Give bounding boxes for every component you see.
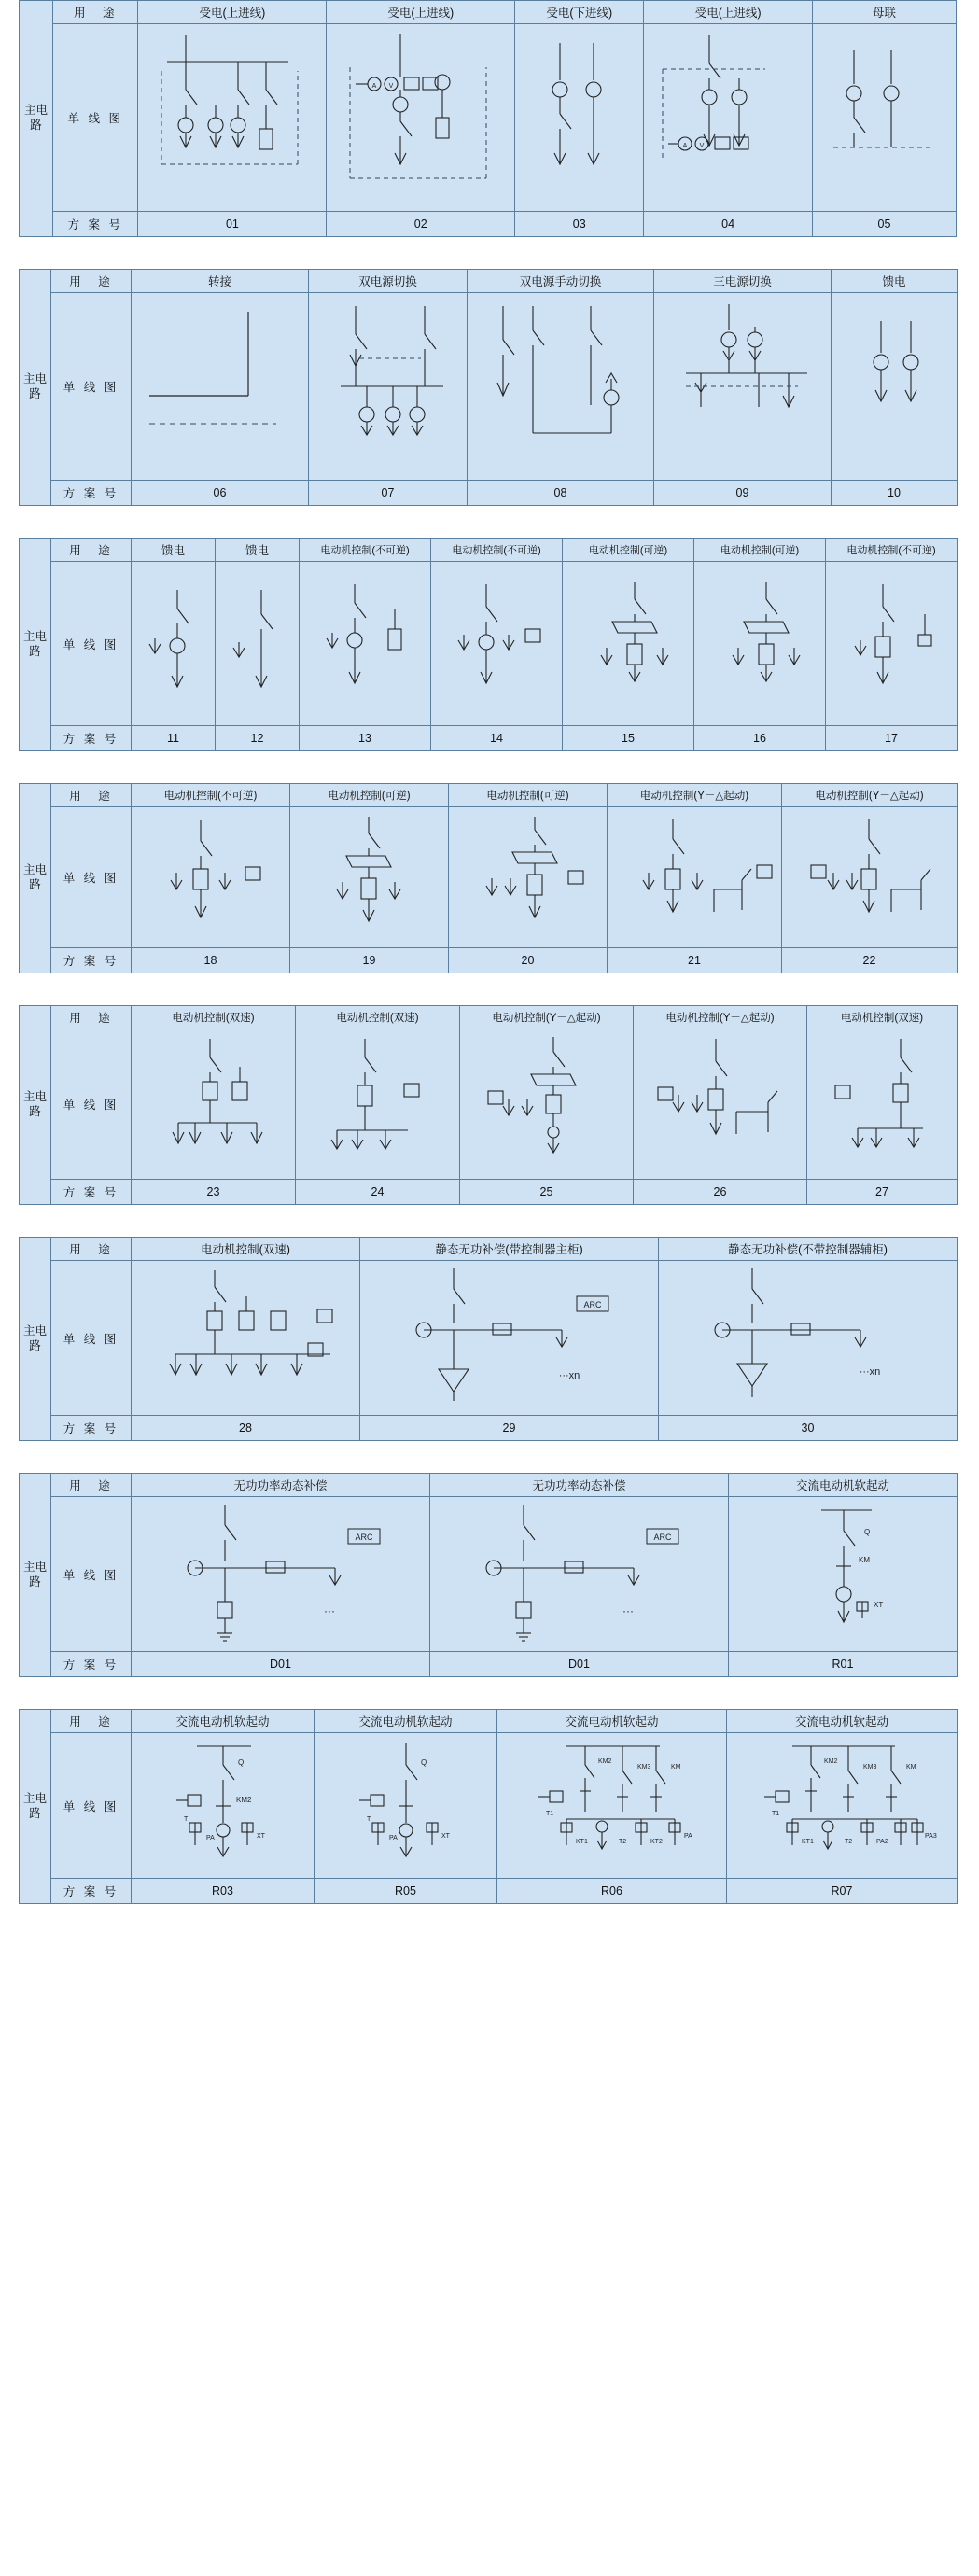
km2-label: KM2 — [597, 1758, 611, 1765]
q-label: Q — [237, 1758, 244, 1767]
diagram-cell-24 — [296, 1029, 460, 1180]
use-cell: 受电(上进线) — [327, 1, 515, 24]
xn-label: ···xn — [558, 1370, 580, 1381]
scheme-number: R07 — [727, 1879, 958, 1904]
kt2-label: KT2 — [650, 1839, 663, 1845]
diagram-cell-12 — [216, 562, 300, 726]
scheme-number: D01 — [430, 1652, 729, 1677]
km2-label: KM2 — [235, 1796, 251, 1804]
use-cell: 交流电动机软起动 — [497, 1710, 727, 1733]
scheme-number: 21 — [608, 948, 782, 973]
header-single-line: 单 线 图 — [51, 807, 132, 948]
diagram-cell-27 — [807, 1029, 958, 1180]
diagram-cell-06 — [132, 293, 309, 481]
row-label-main-circuit: 主电路 — [20, 1474, 51, 1677]
use-cell: 电动机控制(可逆) — [290, 784, 449, 807]
use-cell: 静态无功补偿(不带控制器辅柜) — [659, 1238, 958, 1261]
table-row — [20, 1238, 958, 1261]
diagram-cell-07 — [309, 293, 468, 481]
use-cell: 馈电 — [132, 539, 216, 562]
use-cell: 交流电动机软起动 — [132, 1710, 315, 1733]
header-scheme-no: 方 案 号 — [51, 948, 132, 973]
diagram-cell-10 — [832, 293, 958, 481]
header-use: 用 途 — [51, 784, 132, 807]
diagram-cell-d01-b — [430, 1497, 729, 1652]
scheme-number: 14 — [431, 726, 563, 751]
scheme-table-2 — [19, 269, 958, 506]
header-use: 用 途 — [51, 1710, 132, 1733]
scheme-number: 25 — [460, 1180, 634, 1205]
scheme-number: 05 — [812, 212, 956, 237]
scheme-number: R03 — [132, 1879, 315, 1904]
diagram-cell-25 — [460, 1029, 634, 1180]
scheme-number: 27 — [807, 1180, 958, 1205]
diagram-cell-r05 — [315, 1733, 497, 1879]
use-cell: 电动机控制(可逆) — [694, 539, 826, 562]
use-cell: 电动机控制(双速) — [132, 1238, 360, 1261]
diagram-cell-02 — [327, 24, 515, 212]
scheme-table-8 — [19, 1709, 958, 1904]
diagram-cell-01 — [138, 24, 327, 212]
diagram-cell-08 — [468, 293, 654, 481]
use-cell: 交流电动机软起动 — [729, 1474, 958, 1497]
row-label-main-circuit: 主电路 — [20, 1, 53, 237]
scheme-table-block-3 — [0, 538, 979, 751]
table-row — [20, 1652, 958, 1677]
header-single-line: 单 线 图 — [51, 562, 132, 726]
use-cell: 母联 — [812, 1, 956, 24]
table-row — [20, 1879, 958, 1904]
table-row — [20, 1006, 958, 1029]
use-cell: 电动机控制(双速) — [807, 1006, 958, 1029]
header-single-line: 单 线 图 — [51, 1261, 132, 1416]
scheme-number: 19 — [290, 948, 449, 973]
scheme-table-block-2 — [0, 269, 979, 506]
scheme-number: 11 — [132, 726, 216, 751]
scheme-table-block-1 — [0, 0, 979, 237]
diagram-cell-03 — [515, 24, 644, 212]
use-cell: 受电(上进线) — [644, 1, 813, 24]
q-label: Q — [864, 1528, 871, 1536]
diagram-cell-14 — [431, 562, 563, 726]
scheme-number: 24 — [296, 1180, 460, 1205]
scheme-table-7 — [19, 1473, 958, 1677]
header-scheme-no: 方 案 号 — [53, 212, 138, 237]
scheme-number: 09 — [654, 481, 832, 506]
header-use: 用 途 — [51, 1238, 132, 1261]
scheme-number: 06 — [132, 481, 309, 506]
xt-label: XT — [256, 1833, 265, 1840]
dots-label: ··· — [323, 1604, 335, 1617]
table-row — [20, 1180, 958, 1205]
t-label: T — [183, 1816, 188, 1823]
header-single-line: 单 线 图 — [53, 24, 138, 212]
scheme-table-block-4 — [0, 783, 979, 973]
use-cell: 电动机控制(Y－△起动) — [634, 1006, 807, 1029]
svg-text:V: V — [388, 83, 394, 90]
svg-text:V: V — [699, 143, 705, 149]
diagram-cell-r03 — [132, 1733, 315, 1879]
use-cell: 双电源手动切换 — [468, 270, 654, 293]
use-cell: 电动机控制(Y－△起动) — [782, 784, 958, 807]
use-cell: 无功功率动态补偿 — [132, 1474, 430, 1497]
scheme-number: R01 — [729, 1652, 958, 1677]
t1-label: T1 — [545, 1811, 553, 1817]
diagram-cell-28 — [132, 1261, 360, 1416]
diagram-cell-26 — [634, 1029, 807, 1180]
diagram-cell-09 — [654, 293, 832, 481]
table-row — [20, 1497, 958, 1652]
use-cell: 交流电动机软起动 — [315, 1710, 497, 1733]
xt-label: XT — [874, 1601, 884, 1609]
table-row — [20, 1474, 958, 1497]
t-label: T — [366, 1816, 371, 1823]
use-cell: 静态无功补偿(带控制器主柜) — [360, 1238, 659, 1261]
header-use: 用 途 — [53, 1, 138, 24]
scheme-table-block-6 — [0, 1237, 979, 1441]
table-row — [20, 726, 958, 751]
scheme-table-6 — [19, 1237, 958, 1441]
table-row — [20, 948, 958, 973]
use-cell: 电动机控制(双速) — [296, 1006, 460, 1029]
use-cell: 无功功率动态补偿 — [430, 1474, 729, 1497]
scheme-number: 16 — [694, 726, 826, 751]
header-scheme-no: 方 案 号 — [51, 1652, 132, 1677]
use-cell: 电动机控制(Y－△起动) — [608, 784, 782, 807]
diagram-cell-r06 — [497, 1733, 727, 1879]
arc-label: ARC — [652, 1533, 672, 1542]
use-cell: 电动机控制(不可逆) — [300, 539, 431, 562]
use-cell: 交流电动机软起动 — [727, 1710, 958, 1733]
pa-label: PA — [388, 1835, 398, 1841]
km-label: KM — [670, 1764, 680, 1771]
scheme-number: R06 — [497, 1879, 727, 1904]
use-cell: 电动机控制(可逆) — [449, 784, 608, 807]
diagram-cell-29 — [360, 1261, 659, 1416]
scheme-number: 22 — [782, 948, 958, 973]
use-cell: 电动机控制(不可逆) — [431, 539, 563, 562]
pa3-label: PA3 — [925, 1833, 937, 1840]
diagram-cell-18 — [132, 807, 290, 948]
row-label-main-circuit: 主电路 — [20, 1710, 51, 1904]
diagram-cell-17 — [826, 562, 958, 726]
table-row — [20, 1710, 958, 1733]
use-cell: 电动机控制(不可逆) — [132, 784, 290, 807]
scheme-number: 28 — [132, 1416, 360, 1441]
use-cell: 转接 — [132, 270, 309, 293]
diagram-cell-21 — [608, 807, 782, 948]
svg-text:A: A — [682, 143, 688, 149]
use-cell: 馈电 — [832, 270, 958, 293]
arc-label: ARC — [582, 1300, 602, 1309]
scheme-number: 10 — [832, 481, 958, 506]
scheme-number: 04 — [644, 212, 813, 237]
diagram-cell-16 — [694, 562, 826, 726]
use-cell: 三电源切换 — [654, 270, 832, 293]
use-cell: 馈电 — [216, 539, 300, 562]
table-row — [20, 481, 958, 506]
scheme-number: 30 — [659, 1416, 958, 1441]
use-cell: 电动机控制(可逆) — [563, 539, 694, 562]
scheme-number: 02 — [327, 212, 515, 237]
km-label: KM — [859, 1556, 870, 1564]
diagram-cell-19 — [290, 807, 449, 948]
kt1-label: KT1 — [802, 1839, 814, 1845]
table-row — [20, 293, 958, 481]
header-use: 用 途 — [51, 539, 132, 562]
table-row — [20, 270, 958, 293]
table-row — [20, 1733, 958, 1879]
pa-label: PA — [683, 1833, 692, 1840]
q-label: Q — [420, 1758, 427, 1767]
scheme-number: 26 — [634, 1180, 807, 1205]
diagram-cell-r01 — [729, 1497, 958, 1652]
row-label-main-circuit: 主电路 — [20, 1238, 51, 1441]
header-scheme-no: 方 案 号 — [51, 481, 132, 506]
row-label-main-circuit: 主电路 — [20, 784, 51, 973]
diagram-cell-30 — [659, 1261, 958, 1416]
t1-label: T1 — [772, 1811, 780, 1817]
scheme-number: D01 — [132, 1652, 430, 1677]
table-row — [20, 1416, 958, 1441]
header-scheme-no: 方 案 号 — [51, 1180, 132, 1205]
scheme-table-1 — [19, 0, 957, 237]
scheme-table-block-7 — [0, 1473, 979, 1677]
scheme-table-3 — [19, 538, 958, 751]
table-row — [20, 539, 958, 562]
use-cell: 受电(下进线) — [515, 1, 644, 24]
table-row — [20, 562, 958, 726]
row-label-main-circuit: 主电路 — [20, 270, 51, 506]
xt-label: XT — [441, 1833, 450, 1840]
scheme-number: 07 — [309, 481, 468, 506]
diagram-cell-13 — [300, 562, 431, 726]
kt1-label: KT1 — [575, 1839, 588, 1845]
scheme-number: 01 — [138, 212, 327, 237]
pa-label: PA — [205, 1835, 215, 1841]
scheme-number: 18 — [132, 948, 290, 973]
table-row — [20, 212, 957, 237]
scheme-number: 23 — [132, 1180, 296, 1205]
use-cell: 受电(上进线) — [138, 1, 327, 24]
scheme-number: 29 — [360, 1416, 659, 1441]
use-cell: 双电源切换 — [309, 270, 468, 293]
scheme-number: 20 — [449, 948, 608, 973]
scheme-table-4 — [19, 783, 958, 973]
diagram-cell-05 — [812, 24, 956, 212]
km3-label: KM3 — [863, 1764, 877, 1771]
header-scheme-no: 方 案 号 — [51, 726, 132, 751]
header-scheme-no: 方 案 号 — [51, 1879, 132, 1904]
diagram-cell-d01-a — [132, 1497, 430, 1652]
header-use: 用 途 — [51, 270, 132, 293]
pa2-label: PA2 — [876, 1839, 888, 1845]
table-row — [20, 807, 958, 948]
km-label: KM — [906, 1764, 916, 1771]
t2-label: T2 — [845, 1839, 853, 1845]
diagram-cell-23 — [132, 1029, 296, 1180]
use-cell: 电动机控制(不可逆) — [826, 539, 958, 562]
table-row — [20, 1, 957, 24]
header-single-line: 单 线 图 — [51, 1497, 132, 1652]
arc-label: ARC — [354, 1533, 373, 1542]
diagram-cell-11 — [132, 562, 216, 726]
t2-label: T2 — [618, 1839, 626, 1845]
diagram-cell-15 — [563, 562, 694, 726]
table-row — [20, 1029, 958, 1180]
scheme-number: 17 — [826, 726, 958, 751]
header-use: 用 途 — [51, 1006, 132, 1029]
scheme-number: 12 — [216, 726, 300, 751]
table-row — [20, 784, 958, 807]
km2-label: KM2 — [824, 1758, 838, 1765]
xn-label: ···xn — [859, 1366, 880, 1378]
header-single-line: 单 线 图 — [51, 1029, 132, 1180]
header-scheme-no: 方 案 号 — [51, 1416, 132, 1441]
scheme-number: 08 — [468, 481, 654, 506]
table-row — [20, 1261, 958, 1416]
row-label-main-circuit: 主电路 — [20, 1006, 51, 1205]
dots-label: ··· — [622, 1604, 634, 1617]
diagram-cell-22 — [782, 807, 958, 948]
scheme-number: 13 — [300, 726, 431, 751]
scheme-number: 03 — [515, 212, 644, 237]
use-cell: 电动机控制(双速) — [132, 1006, 296, 1029]
header-single-line: 单 线 图 — [51, 1733, 132, 1879]
header-single-line: 单 线 图 — [51, 293, 132, 481]
diagram-cell-r07 — [727, 1733, 958, 1879]
scheme-table-5 — [19, 1005, 958, 1205]
use-cell: 电动机控制(Y－△起动) — [460, 1006, 634, 1029]
svg-text:A: A — [371, 83, 377, 90]
table-row — [20, 24, 957, 212]
km3-label: KM3 — [636, 1764, 650, 1771]
diagram-cell-04 — [644, 24, 813, 212]
header-use: 用 途 — [51, 1474, 132, 1497]
scheme-number: R05 — [315, 1879, 497, 1904]
scheme-table-block-8 — [0, 1709, 979, 1904]
diagram-cell-20 — [449, 807, 608, 948]
scheme-number: 15 — [563, 726, 694, 751]
scheme-table-block-5 — [0, 1005, 979, 1205]
row-label-main-circuit: 主电路 — [20, 539, 51, 751]
